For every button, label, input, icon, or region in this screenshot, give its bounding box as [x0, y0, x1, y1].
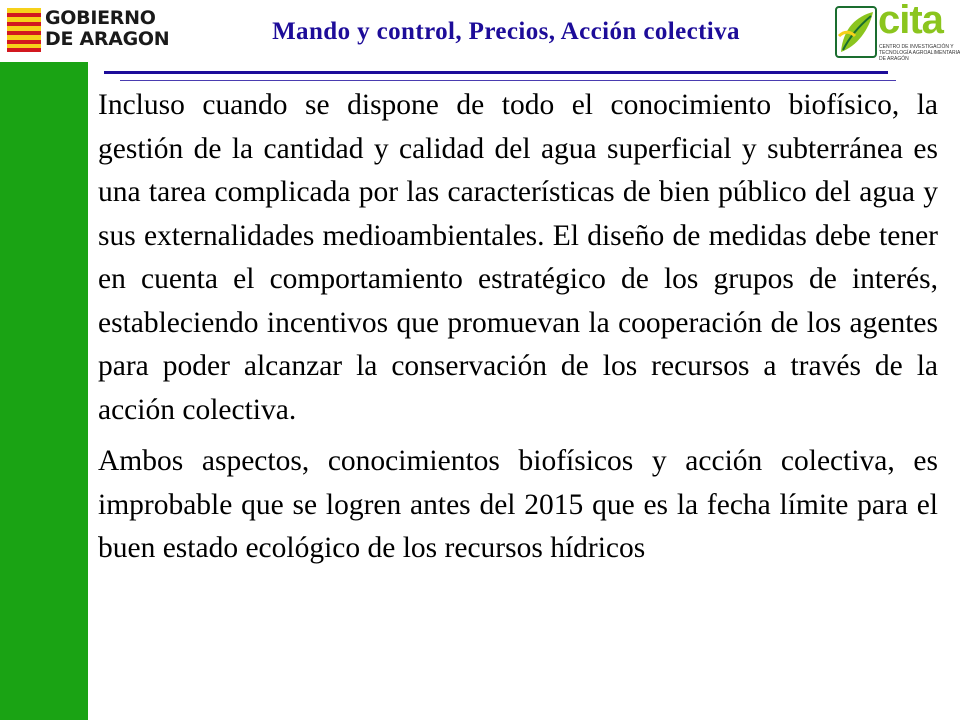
title-underline-thin	[120, 80, 896, 81]
gov-logo-line1: GOBIERNO	[45, 7, 156, 29]
left-green-sidebar	[0, 0, 88, 720]
cita-wordmark: cita	[878, 0, 943, 42]
cita-logo	[835, 0, 960, 66]
slide-body	[98, 84, 938, 579]
paragraph-2: Ambos aspectos, conocimientos biofísicos y acción colectiva, es improbable que se logren antes del 2015 que es la fecha límite para el buen estado ecológico de los recursos hídricos	[98, 445, 938, 564]
cita-subtitle: CENTRO DE INVESTIGACIÓN Y TECNOLOGÍA AGROALIMENTARIA DE ARAGÓN	[879, 44, 960, 62]
aragon-flag-icon	[7, 8, 41, 52]
cita-leaf-icon	[835, 6, 877, 58]
gov-logo-line2: DE ARAGON	[45, 28, 170, 50]
slide-title: Mando y control, Precios, Acción colectiva	[272, 18, 740, 45]
paragraph-1: Incluso cuando se dispone de todo el conocimiento biofísico, la gestión de la cantidad y calidad del agua superficial y subterránea es una tarea complicada por las características de bien público del agua y sus externalidades medioambientales. El diseño de medidas debe tener en cuenta el comportamiento estratégico de los grupos de interés, estableciendo incentivos que promuevan la cooperación de los agentes para poder alcanzar la conservación de los recursos a través de la acción colectiva.	[98, 89, 938, 426]
gobierno-aragon-wordmark	[45, 8, 169, 50]
gobierno-aragon-logo	[0, 0, 170, 62]
title-underline-thick	[104, 71, 888, 74]
